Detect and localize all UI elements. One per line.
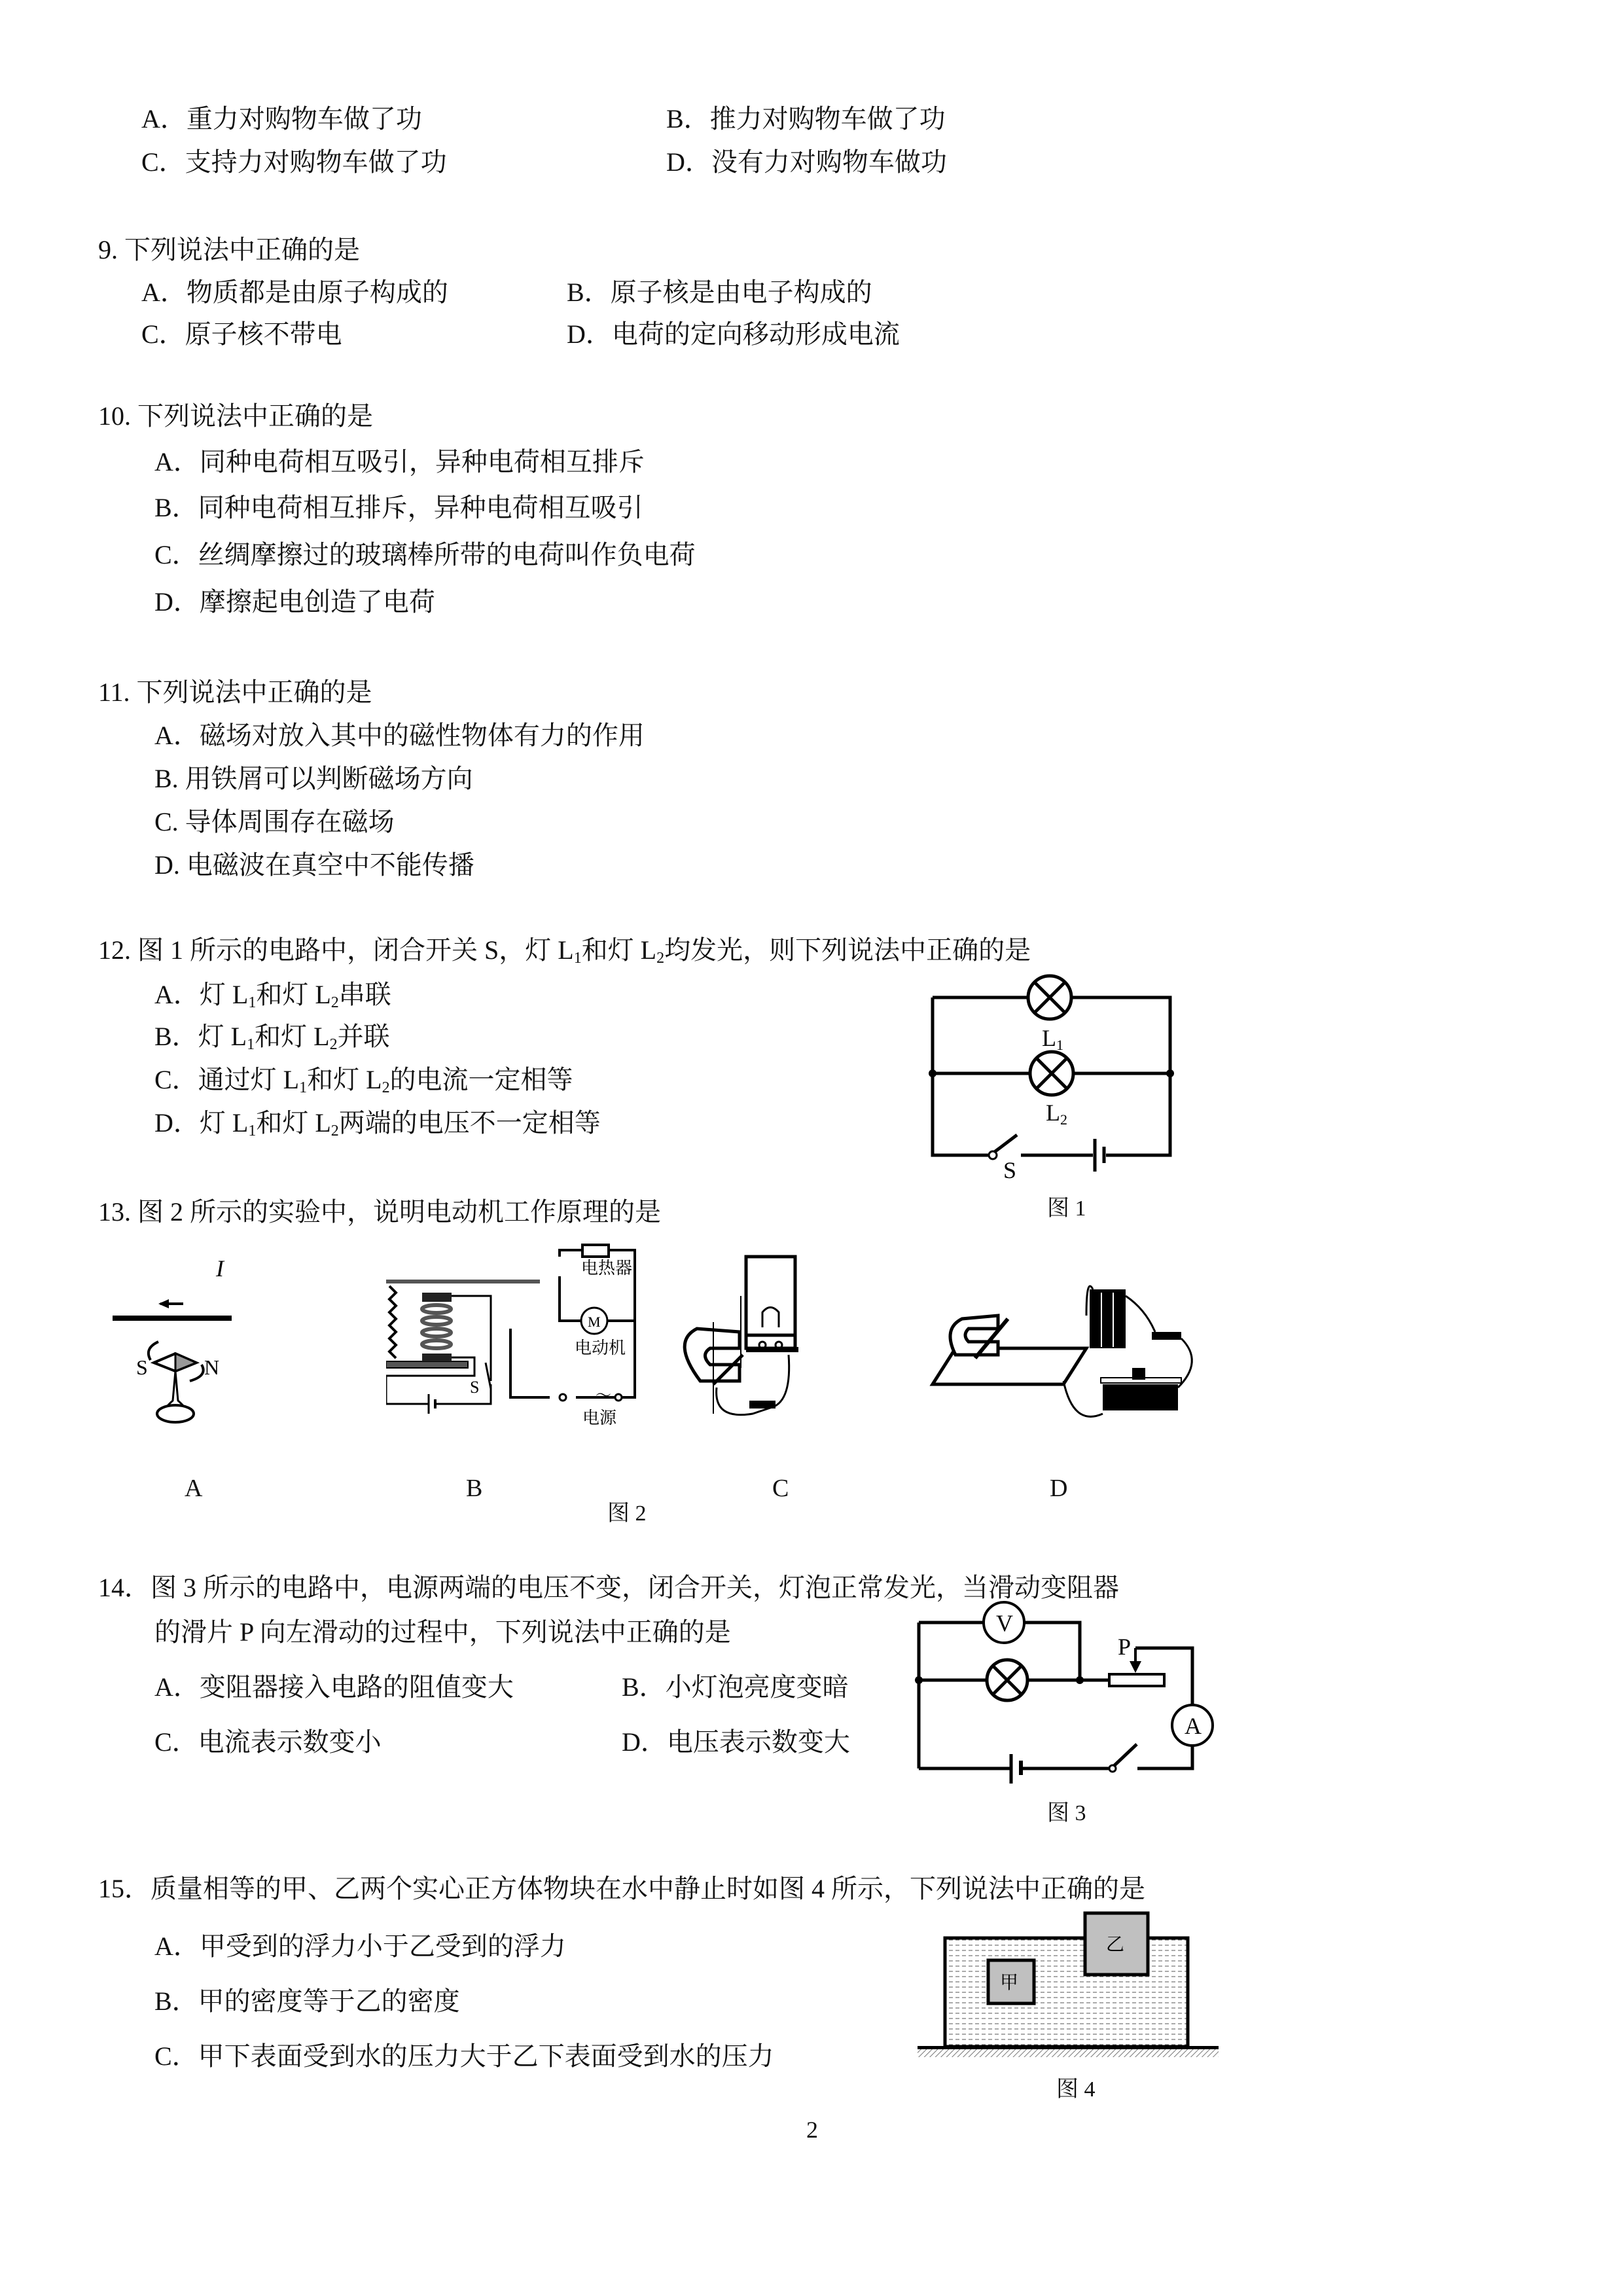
q9-option-c: C．原子核不带电 <box>141 319 342 349</box>
subscript: 2 <box>330 994 339 1011</box>
figure-2-label-a: A <box>185 1475 203 1502</box>
text: 和灯 L <box>255 1022 330 1051</box>
figure-2-panel-a-oersted <box>98 1237 327 1433</box>
rheostat-icon <box>1109 1674 1164 1686</box>
text: 和灯 L <box>307 1065 382 1094</box>
svg-text:甲: 甲 <box>1000 1971 1019 1993</box>
q9-option-d: D．电荷的定向移动形成电流 <box>567 319 900 349</box>
switch-s-label: S <box>1003 1157 1017 1183</box>
q15-option-b: B．甲的密度等于乙的密度 <box>154 1986 460 2016</box>
figure-3-caption: 图 3 <box>1047 1801 1086 1825</box>
q11-stem: 11. 下列说法中正确的是 <box>98 677 372 707</box>
q15-option-a: A．甲受到的浮力小于乙受到的浮力 <box>154 1931 566 1961</box>
q12-option-b <box>154 1021 390 1060</box>
figure-2-label-b: B <box>466 1475 483 1502</box>
svg-text:V: V <box>996 1610 1013 1636</box>
figure-2-panel-b-relay <box>386 1237 661 1446</box>
water-container <box>945 1938 1188 2047</box>
q11-option-d: D. 电磁波在真空中不能传播 <box>154 850 474 880</box>
spring-icon <box>389 1286 396 1358</box>
figure-4-caption: 图 4 <box>1056 2077 1096 2102</box>
svg-text:乙: 乙 <box>1106 1933 1125 1955</box>
text: D．灯 L <box>154 1108 249 1138</box>
figure-2-panel-d-motor-experiment <box>929 1257 1230 1433</box>
text: 两端的电压不一定相等 <box>338 1108 601 1138</box>
text: A．灯 L <box>154 980 249 1009</box>
q12-stem <box>98 935 1031 974</box>
q12-option-d <box>154 1107 601 1147</box>
power-source-label: 电源 <box>582 1408 617 1428</box>
ground-hatching <box>918 2049 1219 2057</box>
q12-stem-pre: 12. 图 1 所示的电路中，闭合开关 S，灯 L <box>98 935 574 965</box>
subscript: 2 <box>330 1122 339 1139</box>
text: 和灯 L <box>256 1108 331 1138</box>
arrow-left-icon <box>158 1299 169 1308</box>
current-label: I <box>216 1255 224 1282</box>
subscript: 1 <box>248 994 257 1011</box>
heater-label: 电热器 <box>581 1259 633 1278</box>
q11-option-b: B. 用铁屑可以判断磁场方向 <box>154 764 473 793</box>
figure-2-panel-c-generator-galvanometer <box>681 1250 877 1433</box>
q12-stem-post: 均发光，则下列说法中正确的是 <box>664 935 1031 965</box>
figure-2-caption: 图 2 <box>607 1501 647 1526</box>
q10-option-d: D．摩擦起电创造了电荷 <box>154 587 435 617</box>
subscript: 1 <box>248 1122 257 1139</box>
text: 串联 <box>338 980 391 1009</box>
figure-4-floating-blocks <box>903 1911 1243 2068</box>
q14-option-a: A．变阻器接入电路的阻值变大 <box>154 1672 514 1702</box>
subscript: 2 <box>656 950 665 967</box>
q12-stem-mid: 和灯 L <box>581 935 657 965</box>
heater-icon <box>582 1245 609 1257</box>
q15-option-c: C．甲下表面受到水的压力大于乙下表面受到水的压力 <box>154 2041 774 2071</box>
text: 的电流一定相等 <box>389 1065 573 1094</box>
svg-text:A: A <box>1185 1713 1202 1739</box>
q14-option-c: C．电流表示数变小 <box>154 1727 382 1757</box>
svg-text:P: P <box>1118 1634 1132 1660</box>
q12-option-c <box>154 1064 573 1103</box>
subscript: 1 <box>299 1079 308 1096</box>
q9-stem: 9. 下列说法中正确的是 <box>98 235 360 264</box>
lamp-l1-label: L1 <box>1042 1025 1063 1053</box>
q8-option-d: D．没有力对购物车做功 <box>666 147 947 177</box>
svg-text:S: S <box>470 1378 480 1397</box>
q8-option-b: B．推力对购物车做了功 <box>666 104 946 134</box>
q11-option-a: A．磁场对放入其中的磁性物体有力的作用 <box>154 721 645 750</box>
q12-option-a <box>154 979 391 1018</box>
compass-n-label: N <box>204 1355 220 1379</box>
q14-stem-line1: 14．图 3 所示的电路中，电源两端的电压不变，闭合开关，灯泡正常发光，当滑动变阻器 <box>98 1573 1119 1602</box>
q10-option-c: C．丝绸摩擦过的玻璃棒所带的电荷叫作负电荷 <box>154 540 696 569</box>
figure-2-label-d: D <box>1050 1475 1068 1502</box>
q10-option-b: B．同种电荷相互排斥，异种电荷相互吸引 <box>154 493 643 522</box>
text: 并联 <box>337 1022 390 1051</box>
q14-stem-line2: 的滑片 P 向左滑动的过程中，下列说法中正确的是 <box>154 1617 731 1647</box>
subscript: 1 <box>247 1036 255 1053</box>
q13-stem: 13. 图 2 所示的实验中，说明电动机工作原理的是 <box>98 1197 661 1227</box>
text: 和灯 L <box>256 980 331 1009</box>
text: C．通过灯 L <box>154 1065 300 1094</box>
subscript: 2 <box>329 1036 338 1053</box>
q8-option-a: A．重力对购物车做了功 <box>141 104 422 134</box>
figure-3-circuit <box>903 1597 1243 1826</box>
text: B．灯 L <box>154 1022 247 1051</box>
q11-option-c: C. 导体周围存在磁场 <box>154 807 395 836</box>
q14-option-d: D．电压表示数变大 <box>622 1727 850 1757</box>
q14-option-b: B．小灯泡亮度变暗 <box>622 1672 849 1702</box>
page-number: 2 <box>806 2117 818 2143</box>
q15-stem: 15．质量相等的甲、乙两个实心正方体物块在水中静止时如图 4 所示，下列说法中正确的是 <box>98 1874 1145 1903</box>
svg-text:～: ～ <box>596 1386 611 1405</box>
motor-label: 电动机 <box>575 1338 626 1358</box>
figure-2-label-c: C <box>772 1475 789 1502</box>
q10-option-a: A．同种电荷相互吸引，异种电荷相互排斥 <box>154 447 645 476</box>
q8-option-c: C．支持力对购物车做了功 <box>141 147 447 177</box>
svg-text:M: M <box>588 1314 601 1330</box>
lamp-l2-label: L2 <box>1046 1100 1067 1128</box>
q10-stem: 10. 下列说法中正确的是 <box>98 401 373 431</box>
q9-option-a: A．物质都是由原子构成的 <box>141 278 448 307</box>
q9-option-b: B．原子核是由电子构成的 <box>567 278 872 307</box>
figure-1-caption: 图 1 <box>1047 1196 1086 1221</box>
compass-s-label: S <box>136 1355 148 1379</box>
slider-arrow-icon <box>1130 1661 1141 1673</box>
subscript: 1 <box>573 950 582 967</box>
subscript: 2 <box>382 1079 390 1096</box>
